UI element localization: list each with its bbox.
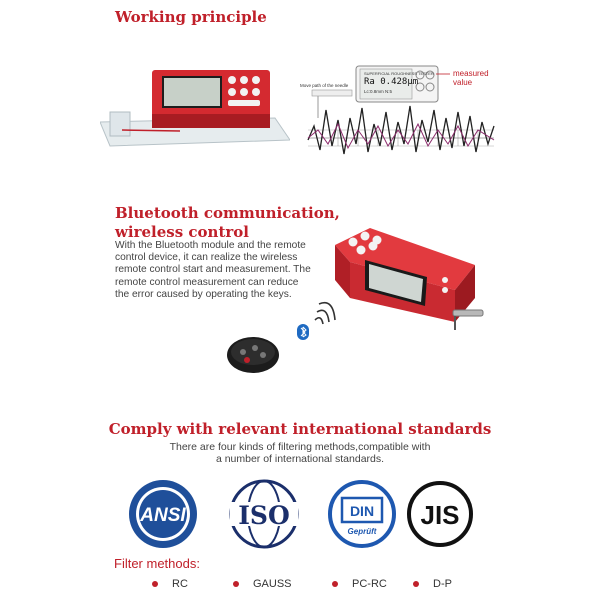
bluetooth-title-line1: Bluetooth communication,: [115, 204, 340, 222]
bluetooth-title-line2: wireless control: [115, 223, 249, 241]
measured-value-label-line1: measured: [453, 69, 489, 78]
bluetooth-description: With the Bluetooth module and the remote control device, it can realize the wireless remote control start and measurement. The remote control measurement can reduce the error caused by operating the keys.: [115, 240, 311, 300]
standards-subtitle-line1: There are four kinds of filtering methods,compatible with: [169, 441, 431, 453]
roughness-tester-angled-image: [325, 220, 485, 335]
working-principle-title: Working principle: [115, 8, 267, 26]
filter-method-label: GAUSS: [253, 578, 292, 590]
din-logo: [326, 478, 398, 550]
measured-value-label-line2: value: [453, 78, 473, 87]
standards-title: Comply with relevant international standards: [108, 420, 492, 438]
ansi-logo: [127, 478, 199, 550]
jis-logo: [404, 478, 476, 550]
din-logo-subtext: Geprüft: [347, 527, 377, 536]
din-logo-text: DIN: [349, 503, 375, 519]
filter-method-label: D-P: [433, 578, 452, 590]
screen-params: Lc:0.8mm N:5: [364, 89, 393, 94]
filter-method-item: [332, 578, 387, 590]
bullet-icon: [233, 581, 239, 587]
bluetooth-title: [115, 204, 355, 242]
bullet-icon: [152, 581, 158, 587]
standards-subtitle-line2: a number of international standards.: [215, 453, 385, 465]
filter-method-label: RC: [172, 578, 188, 590]
filter-methods-title: Filter methods:: [114, 556, 200, 571]
bullet-icon: [332, 581, 338, 587]
screen-reading: Ra 0.428μm: [364, 77, 419, 87]
iso-logo-text: ISO: [238, 501, 290, 530]
filter-method-item: [233, 578, 292, 590]
ansi-logo-text: ANSI: [140, 505, 186, 526]
filter-method-item: [413, 578, 452, 590]
iso-logo: [228, 478, 300, 550]
remote-control-image: [225, 300, 345, 375]
bullet-icon: [413, 581, 419, 587]
roughness-tester-device-image: [100, 62, 290, 150]
screen-header: SUPERFICIAL ROUGHNESS TESTER: [364, 71, 434, 76]
filter-method-item: [152, 578, 188, 590]
move-path-label: Move path of the needle: [300, 83, 349, 88]
jis-logo-text: JIS: [420, 500, 460, 530]
filter-method-label: PC-RC: [352, 578, 387, 590]
waveform-diagram: [298, 60, 498, 160]
